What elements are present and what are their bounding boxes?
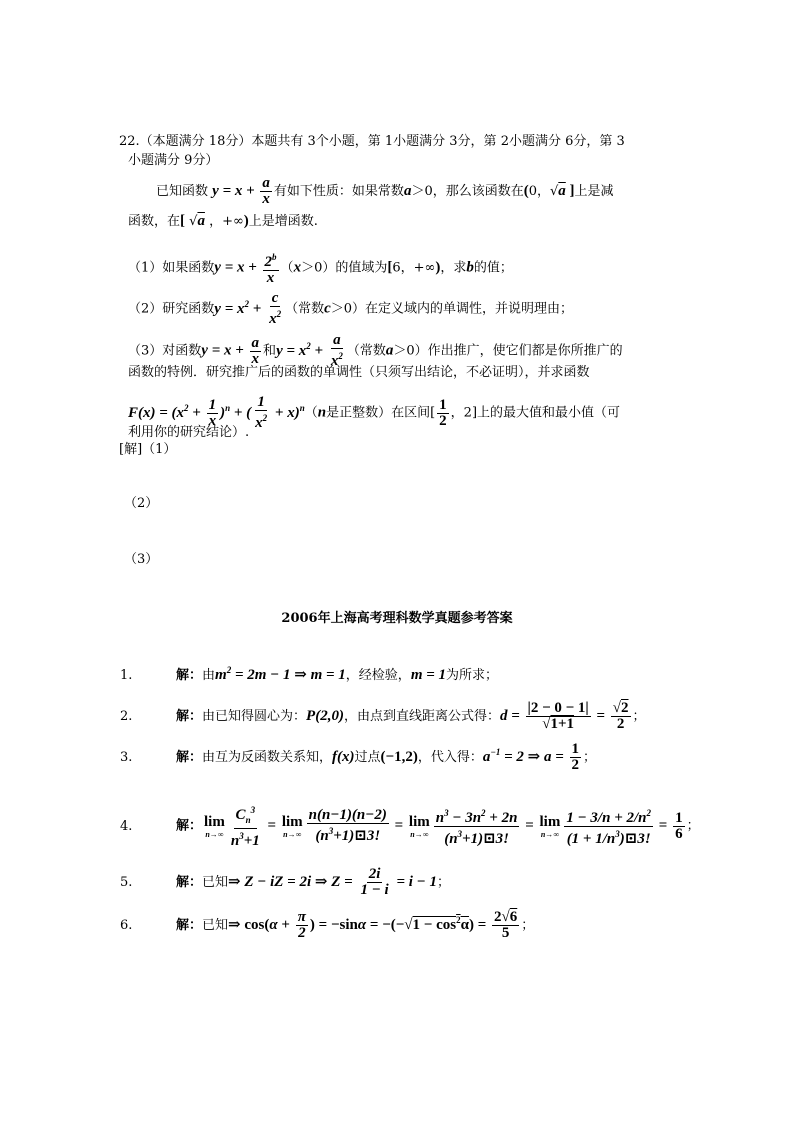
formula: y = x + [214,259,261,276]
answer-label: 解： [176,750,203,765]
question-text: 的值； [473,260,513,276]
fraction: $\frac{a}{x^2}$ [330,332,343,369]
solution-label: （3） [124,552,159,567]
intro-text: 上是减 [574,184,614,199]
limit: lim n→∞ [539,814,561,839]
formula: = i − 1 [392,874,438,890]
intro-text: 函数，在 [128,214,181,229]
answer-label: 解： [176,709,203,724]
answer-6: 6. 解：已知⇒ cos(α + $\frac{\pi}{2}$ ) = $-\sin\alpha = -(-√1 - \cos^2\alpha)$ = $\frac{2√6}{5}$ ； [120,909,535,941]
formula: c [324,300,331,317]
fraction: $\frac{1 - 3/n + 2/n^2}{(1 + 1/n^3)⊡3!}$ [566,807,651,847]
solution-1 [119,441,176,459]
fraction: $\frac{√2}{2}$ [612,700,629,732]
fraction: $\frac{|2 - 0 - 1|}{√1+1}$ [527,700,589,732]
problem-header [119,133,625,151]
answer-text: 由已知得圆心为： [202,709,307,724]
intro-line: 已知函数 y = x + $\frac{a}{x}$ 有如下性质：如果常数a＞0，那么该函数在(0，√a ]上是减 [156,175,614,207]
formula: $a^{-1} = 2$ ⇒ a = [482,747,568,765]
answer-2 [120,701,646,732]
formula: a [385,342,394,359]
answer-text: ，经检验， [345,668,411,683]
answers-title: 2006年上海高考理科数学真题参考答案 [281,611,513,626]
answer-text: 为所求； [446,668,499,683]
question-text: （1）如果函数 [128,260,215,276]
fraction: $\frac{2√6}{5}$ [494,909,518,941]
question-3-line2 [128,364,590,382]
formula: [ [180,213,186,229]
answer-text: ； [437,875,451,890]
formula: $y = x^2$ + [276,340,327,359]
formula: ⇒ cos( [228,917,270,933]
answer-label: 解： [176,818,203,834]
formula: P(2,0) [306,708,344,724]
formula: ] [565,183,575,199]
answer-label: 解： [176,875,203,890]
fraction: $\frac{n(n-1)(n-2)}{(n^3+1)⊡3!}$ [308,807,387,844]
formula: d = [499,708,524,724]
formula: $F(x) = (x^2$ + [128,402,205,421]
formula: ) [435,259,441,276]
formula: m = 1 [410,667,447,683]
fraction: $\frac{1}{x^2}$ [255,394,268,431]
question-text: ＞0）作出推广，使它们都是你所推广的 [393,343,623,359]
answer-text: ； [583,750,597,765]
formula: (−1,2) [380,749,418,765]
question-text: （常数 [346,343,386,359]
fraction: $\frac{2^b}{x}$ [264,252,277,286]
answer-text: 由 [202,668,216,683]
answer-number: 6. [120,918,133,933]
question-text: 和 [263,343,277,359]
answer-text: ，由点到直线距离公式得： [343,709,500,724]
formula: ) [243,213,249,229]
solution-label: [解]（1） [119,442,177,457]
question-2 [128,291,573,327]
fraction: $\frac{1}{6}$ [675,809,683,842]
limit: lim n→∞ [281,814,303,839]
answer-number: 4. [120,818,133,834]
problem-header-line2: 小题满分 9分） [128,153,219,168]
formula: + x)$^n$ [271,402,305,421]
answer-label: 解： [176,668,203,683]
intro-text: 上是增函数. [248,214,318,229]
answer-text: ； [686,818,700,834]
formula: ⇒ Z − iZ = 2i ⇒ Z = [228,874,357,890]
question-text: （3）对函数 [128,343,202,359]
formula: = [592,708,609,724]
formula: f(x) [332,749,355,765]
question-text: （常数 [285,301,325,317]
question-3-line4 [128,424,249,442]
question-text: ，2]上的最大值和最小值（可 [450,405,621,421]
answer-text: 已知 [202,875,229,890]
fraction: $\frac{n^3 - 3n^2 + 2n}{(n^3+1)⊡3!}$ [435,807,518,847]
answer-3 [120,742,596,773]
limit: lim n→∞ [204,814,225,839]
answer-text: ； [632,709,646,724]
fraction: $\frac{a}{x}$ [251,334,260,367]
formula: [ [387,259,393,276]
formula: y = x + [201,342,248,359]
formula: √a [550,183,566,199]
formula: n [317,404,327,421]
answer-number: 1. [120,668,133,683]
answer-number: 2. [120,709,133,724]
answer-text: 过点 [354,750,381,765]
question-text: 是正整数）在区间[ [326,405,436,421]
answer-text: 由互为反函数关系知， [202,750,333,765]
question-text: ，求 [440,260,467,276]
question-text: （ [304,405,318,421]
question-1: （1）如果函数y = x + $\frac{2^b}{x}$ （x＞0）的值域为[6，+∞)，求b的值； [128,252,513,286]
intro-text: ＞0，那么该函数在 [411,184,524,199]
answer-label: 解： [176,918,203,933]
fraction: $\frac{c}{x^2}$ [269,290,282,327]
question-text: ＞0）的值域为 [301,260,388,276]
formula: a [403,183,412,199]
fraction: $\frac{a}{x}$ [262,175,270,207]
question-text: （2）研究函数 [128,301,215,317]
intro-line-2: 函数，在[ √a ，+∞)上是增函数. [128,213,318,229]
answer-text: ，代入得： [417,750,483,765]
formula: y = x + [212,183,259,199]
question-text: 利用你的研究结论）. [128,425,250,440]
answer-1 [120,661,498,685]
answer-4: 4. 解： lim n→∞ $\frac{C_n^3}{n^3+1}$ = lim n→∞ $\frac{n(n-1)(n-2)}{(n^3+1)⊡3!}$ = lim n→∞ $\frac{n^3 - 3n^2 + 2n}{(n^3+1)⊡3!}$ = lim n→∞ $\frac{1 - 3/n + 2/n^2}{(1 + 1/n^3)⊡3!}$ = $\frac{1}{6}$ ； [120,805,700,849]
question-text: （ [280,260,294,276]
answer-number: 5. [120,875,133,890]
fraction: $\frac{1}{2}$ [439,396,447,429]
solution-3 [124,551,158,569]
formula: b [466,259,474,276]
solution-2 [124,495,158,513]
formula: $y = x^2$ + [214,298,266,317]
limit: lim n→∞ [408,814,430,839]
answer-text: ； [521,918,535,933]
question-text: ＞0）在定义域内的单调性，并说明理由； [330,301,574,317]
problem-header-line1: 22.（本题满分 18分）本题共有 3个小题，第 1小题满分 3分，第 2小题满分 6分，第 3 [119,134,625,149]
fraction: $\frac{1}{x}$ [208,396,217,429]
fraction: $\frac{2i}{1 - i}$ [360,866,389,898]
formula: $m^2 = 2m - 1$ ⇒ m = 1 [215,665,346,683]
solution-label: （2） [124,496,159,511]
fraction: $\frac{C_n^3}{n^3+1}$ [230,805,260,849]
answer-number: 3. [120,750,133,765]
formula: ( [523,183,529,199]
intro-text: 已知函数 [156,184,209,199]
formula: )$^n$ + ( [220,402,252,421]
intro-text: 有如下性质：如果常数 [273,184,404,199]
problem-header-2 [128,152,218,170]
question-text: 函数的特例．研究推广后的函数的单调性（只须写出结论，不必证明），并求函数 [128,365,590,380]
answer-5 [120,867,450,898]
fraction: $\frac{1}{2}$ [571,741,579,773]
formula: x [293,259,302,276]
answer-text: 已知 [202,918,229,933]
fraction: $\frac{\pi}{2}$ [297,909,306,941]
